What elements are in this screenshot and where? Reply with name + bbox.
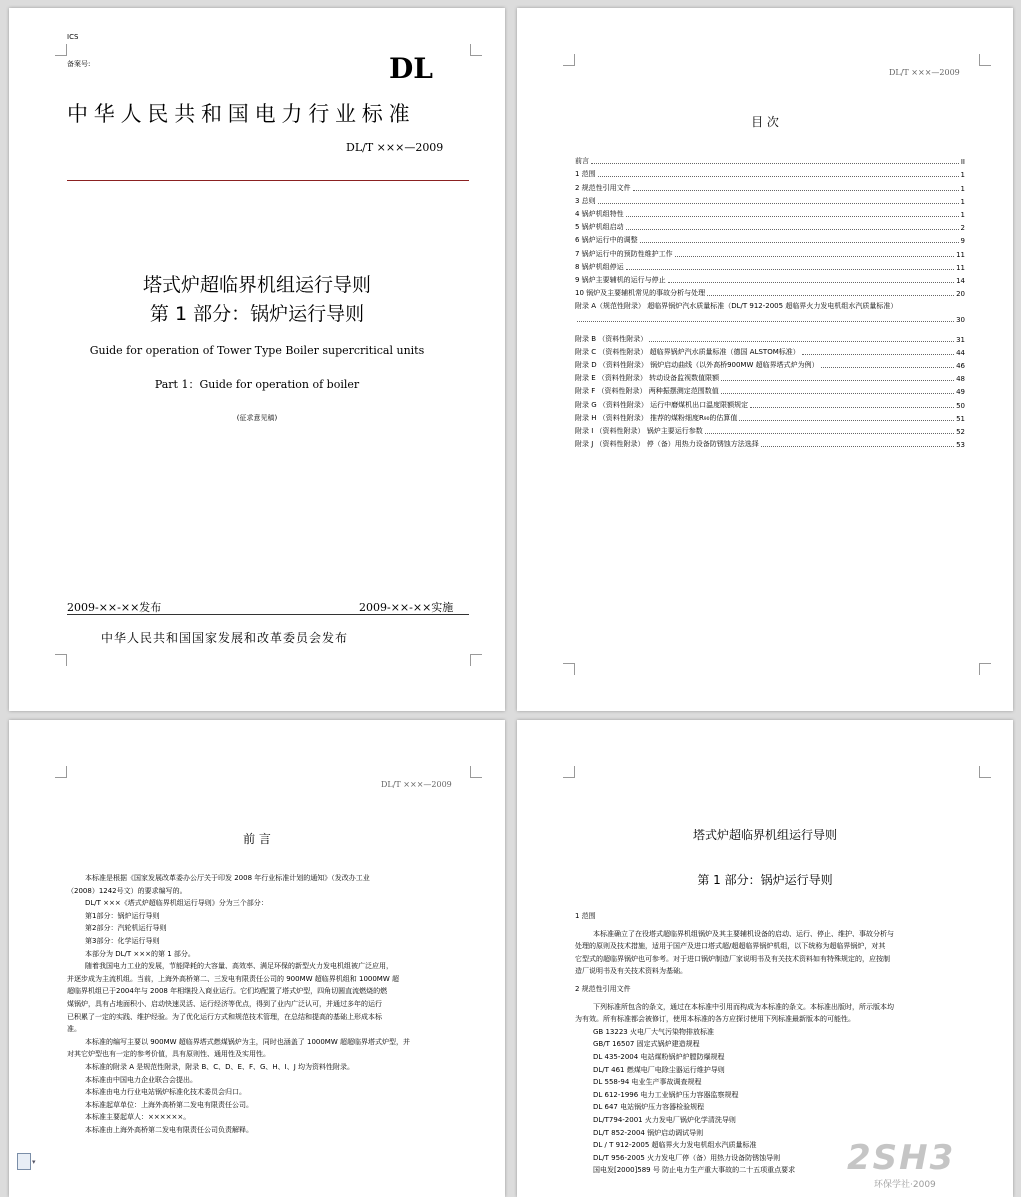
reference-item: GB 13223 火电厂大气污染物排放标准 — [593, 1027, 714, 1036]
crop-mark — [563, 663, 575, 675]
foreword-heading: 前 言 — [243, 832, 271, 846]
toc-entry[interactable]: 附录 H （资料性附录） 推荐的煤粉细度R₉₀的估算值 51 — [575, 413, 965, 423]
toc-entry[interactable]: 8 锅炉机组停运 11 — [575, 262, 965, 272]
body-page — [517, 720, 1013, 1197]
paragraph-line: 下列标准所包含的条文，通过在本标准中引用而构成为本标准的条文。本标准出版时，所示版本均 — [593, 1002, 894, 1011]
toc-entry-appendix-a-page[interactable]: 30 — [575, 311, 965, 324]
watermark-logo: 2SH3 — [847, 1138, 956, 1178]
reference-item: DL 647 电站锅炉压力容器检验规程 — [593, 1103, 705, 1112]
reference-item: DL/T 956-2005 火力发电厂停（备）用热力设备防锈蚀导则 — [593, 1153, 781, 1162]
paragraph-line: 本标准是根据《国家发展改革委办公厅关于印发 2008 年行业标准计划的通知》（发改办工业 — [85, 874, 370, 882]
paragraph-line: 并逐步成为主流机组。当前，上海外高桥第二、三发电有限责任公司的 900MW 超临界机组和 1000MW 超 — [67, 974, 399, 983]
paragraph-line: 超临界机组已于2004年与 2008 年相继投入商业运行。它们均配置了塔式炉型，四角切圆直流燃烧的燃 — [67, 987, 388, 996]
crop-mark — [563, 766, 575, 778]
crop-mark — [979, 54, 991, 66]
reference-item: DL 558-94 电业生产事故调查规程 — [593, 1078, 702, 1087]
paragraph-line: 第1部分：锅炉运行导则 — [85, 911, 160, 920]
toc-entry[interactable]: 2 规范性引用文件 1 — [575, 183, 965, 193]
paragraph-line: 本标准的附录 A 是规范性附录，附录 B、C、D、E、F、G、H、I、J 均为资料性附录。 — [85, 1062, 355, 1071]
reference-item: GB/T 16507 固定式锅炉建造规程 — [593, 1040, 700, 1049]
reference-item: DL/T 852-2004 锅炉启动调试导则 — [593, 1128, 704, 1137]
paragraph-line: （2008）1242号文）的要求编写的。 — [67, 886, 187, 895]
toc-entry[interactable]: 5 锅炉机组启动 2 — [575, 223, 965, 233]
page-view-icon[interactable] — [17, 1153, 31, 1170]
section-heading: 2 规范性引用文件 — [575, 984, 631, 993]
standard-title: 中华人民共和国电力行业标准 — [67, 102, 416, 126]
cover-title-line2: 第 1 部分：锅炉运行导则 — [149, 303, 365, 325]
paragraph-line: 造厂说明书及有关技术资料为基础。 — [575, 967, 687, 976]
cover-bottom-rule — [67, 614, 469, 615]
crop-mark — [563, 54, 575, 66]
paragraph-line: DL/T ×××《塔式炉超临界机组运行导则》分为三个部分： — [85, 899, 268, 908]
toc-entry[interactable]: 附录 B （资料性附录） 31 — [575, 334, 965, 344]
paragraph-line: 本标准确立了在役塔式超临界机组锅炉及其主要辅机设备的启动、运行、停止、维护、事故分析与 — [593, 929, 894, 938]
toc-entry[interactable]: 附录 D （资料性附录） 锅炉启动曲线（以外高桥900MW 超临界塔式炉为例） 46 — [575, 361, 965, 370]
paragraph-line: 本标准由电力行业电站锅炉标准化技术委员会归口。 — [85, 1088, 246, 1097]
foreword-body — [67, 872, 467, 1136]
paragraph-line: 准。 — [67, 1025, 81, 1034]
toc-entry[interactable]: 7 锅炉运行中的预防性维护工作 11 — [575, 249, 965, 259]
crop-mark — [55, 766, 67, 778]
toc-entry[interactable]: 附录 E （资料性附录） 转动设备监视数值限额 48 — [575, 374, 965, 384]
crop-mark — [55, 44, 67, 56]
crop-mark — [470, 766, 482, 778]
draft-note: (征求意见稿) — [236, 414, 278, 422]
dl-logo: DL — [389, 52, 433, 85]
paragraph-line: 第2部分：汽轮机运行导则 — [85, 924, 167, 933]
paragraph-line: 处理的原则及技术措施，适用于国产及进口塔式超/超超临界锅炉机组，以下统称为超临界锅炉，对其 — [575, 942, 886, 951]
crop-mark — [470, 654, 482, 666]
paragraph-line: 本标准主要起草人：××××××。 — [85, 1113, 191, 1122]
page-header-code: DL/T ×××—2009 — [381, 780, 452, 789]
english-title: Guide for operation of Tower Type Boiler supercritical units — [89, 344, 425, 357]
toc-entry[interactable]: 4 锅炉机组特性 1 — [575, 209, 965, 219]
toc-entry[interactable]: 附录 G （资料性附录） 运行中磨煤机出口温度限额规定 50 — [575, 400, 965, 410]
reference-item: DL/T 461 燃煤电厂电除尘器运行维护导则 — [593, 1065, 725, 1074]
standard-code: DL/T ×××—2009 — [346, 141, 444, 154]
watermark-site: 环保学社·2009 — [874, 1180, 936, 1190]
paragraph-line: 本标准的编写主要以 900MW 超临界塔式燃煤锅炉为主，同时也涵盖了 1000MW 超超临界塔式炉型，并 — [85, 1037, 410, 1046]
paragraph-line: 本标准由上海外高桥第二发电有限责任公司负责解释。 — [85, 1125, 253, 1134]
toc-entry[interactable]: 附录 I （资料性附录） 锅炉主要运行参数 52 — [575, 426, 965, 436]
paragraph-line: 本标准由中国电力企业联合会提出。 — [85, 1075, 197, 1084]
publish-date: 2009-××-××发布 — [67, 601, 162, 614]
toc-entry[interactable]: 9 锅炉主要辅机的运行与停止 14 — [575, 275, 965, 285]
reference-item: DL 612-1996 电力工业锅炉压力容器监察规程 — [593, 1090, 739, 1099]
paragraph-line: 随着我国电力工业的发展，节能降耗的大容量、高效率、满足环保的新型火力发电机组被广泛应用， — [85, 962, 393, 971]
toc-entry-appendix-a[interactable]: 附录 A（规范性附录） 超临界锅炉汽水质量标准（DL/T 912-2005 超临界火力发电机组水汽质量标准） — [575, 302, 898, 311]
page-header-code: DL/T ×××—2009 — [889, 68, 960, 77]
reference-item: DL/T794-2001 火力发电厂锅炉化学清洗导则 — [593, 1115, 736, 1124]
toc-entry[interactable]: 10 锅炉及主要辅机常见的事故分析与处理 20 — [575, 289, 965, 299]
section-1 — [575, 910, 980, 1177]
section-heading: 1 范围 — [575, 912, 596, 920]
paragraph-line: 它型式的超临界锅炉也可参考。对于进口锅炉制造厂家说明书及有关技术资料如有特殊规定的，应按制 — [575, 954, 890, 963]
toc-page — [517, 8, 1013, 711]
crop-mark — [470, 44, 482, 56]
toc-entry[interactable]: 6 锅炉运行中的调整 9 — [575, 236, 965, 246]
ics-label: ICS — [67, 33, 79, 41]
english-part: Part 1：Guide for operation of boiler — [154, 378, 360, 391]
body-title-line1: 塔式炉超临界机组运行导则 — [692, 828, 837, 842]
cover-title-line1: 塔式炉超临界机组运行导则 — [142, 274, 371, 296]
chevron-down-icon[interactable]: ▾ — [32, 1158, 36, 1166]
paragraph-line: 本标准起草单位：上海外高桥第二发电有限责任公司。 — [85, 1100, 253, 1109]
reference-item: DL 435-2004 电站煤粉锅炉炉膛防爆规程 — [593, 1052, 725, 1061]
paragraph-line: 第3部分：化学运行导则 — [85, 936, 160, 945]
toc-entry[interactable]: 附录 C （资料性附录） 超临界锅炉汽水质量标准（德国 ALSTOM标准） 44 — [575, 347, 965, 357]
toc-entry[interactable]: 前言 II — [575, 157, 965, 167]
crop-mark — [979, 663, 991, 675]
paragraph-line: 本部分为 DL/T ×××的第 1 部分。 — [85, 949, 195, 958]
foreword-page — [9, 720, 505, 1197]
paragraph-line: 对其它炉型也有一定的参考价值，具有原则性、通用性及实用性。 — [67, 1050, 270, 1059]
cover-rule — [67, 180, 469, 181]
reference-item: 国电发[2000]589 号 防止电力生产重大事故的二十五项重点要求 — [593, 1166, 796, 1175]
record-no-label: 备案号: — [67, 60, 91, 68]
toc-entry[interactable]: 附录 F （资料性附录） 两种振摆测定范围数值 49 — [575, 387, 965, 397]
reference-item: DL / T 912-2005 超临界火力发电机组水汽质量标准 — [593, 1141, 757, 1150]
paragraph-line: 已积累了一定的实践、维护经验。为了优化运行方式和规范技术管理，在总结和提高的基础上形成本标 — [67, 1012, 382, 1021]
publisher: 中华人民共和国国家发展和改革委员会发布 — [101, 631, 349, 645]
paragraph-line: 煤锅炉，具有占地面积小、启动快速灵活、运行经济等优点，得到了业内广泛认可，并通过多年的运行 — [67, 999, 382, 1008]
crop-mark — [979, 766, 991, 778]
toc-entry[interactable]: 1 范围 1 — [575, 170, 965, 180]
toc-heading: 目 次 — [751, 115, 779, 129]
body-title-line2: 第 1 部分：锅炉运行导则 — [697, 873, 833, 887]
cover-page — [9, 8, 505, 711]
paragraph-line: 为有效。所有标准都会被修订，使用本标准的各方应探讨使用下列标准最新版本的可能性。 — [575, 1015, 855, 1024]
crop-mark — [55, 654, 67, 666]
implement-date: 2009-××-××实施 — [359, 601, 454, 614]
toc-list — [575, 153, 965, 449]
toc-entry[interactable]: 3 总则 1 — [575, 196, 965, 206]
toc-entry[interactable]: 附录 J （资料性附录） 停（备）用热力设备防锈蚀方法选择 53 — [575, 440, 965, 450]
